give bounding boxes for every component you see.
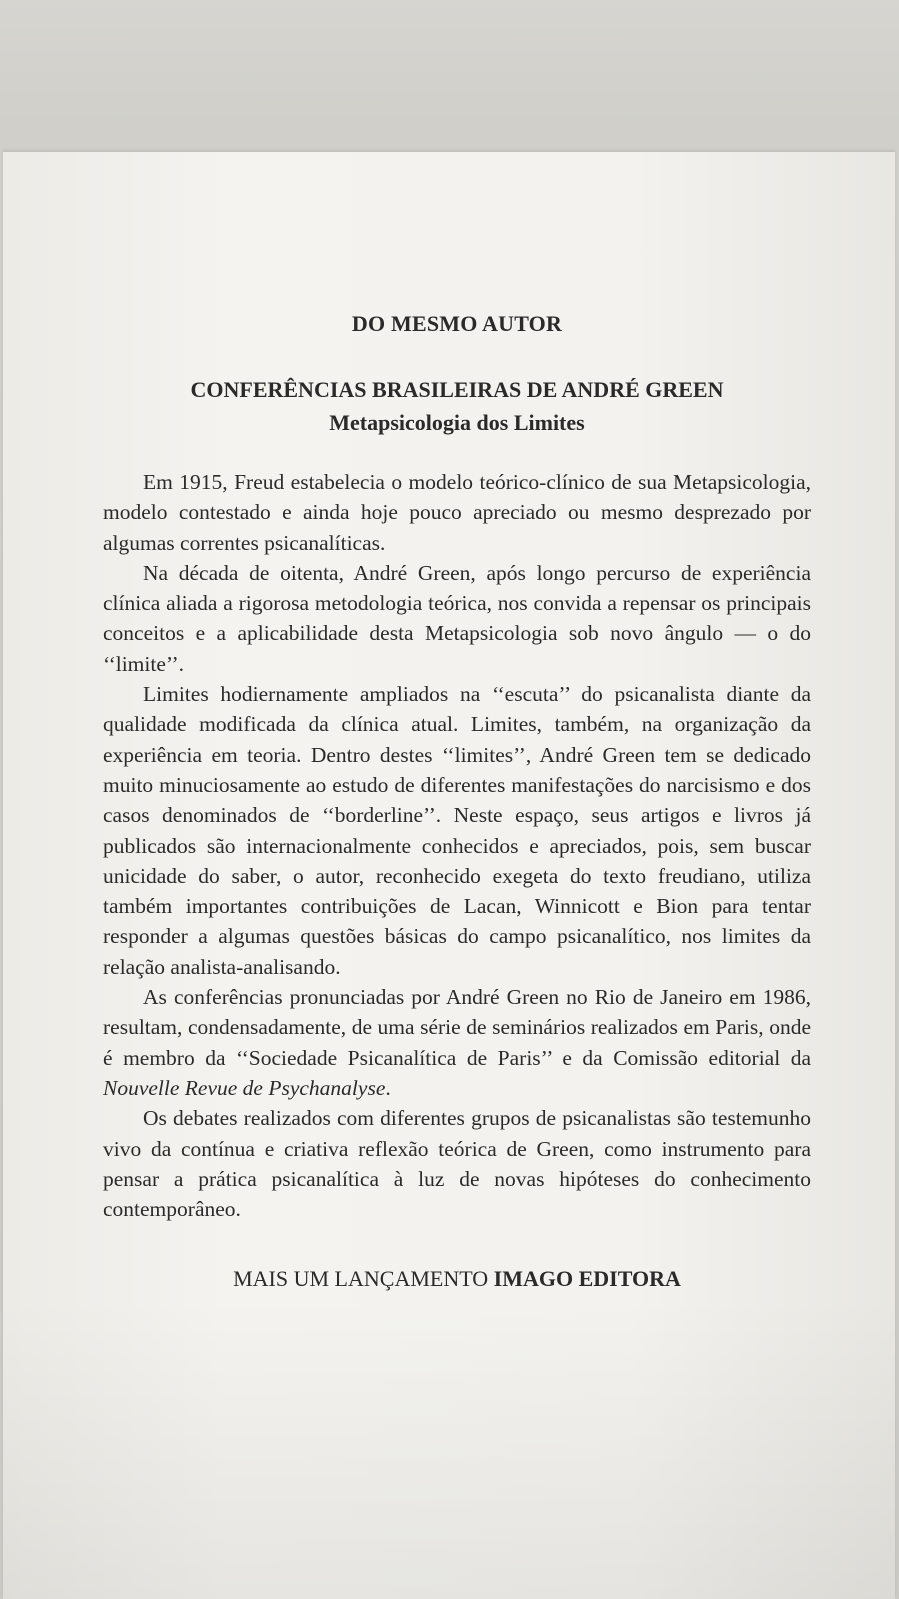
book-title: CONFERÊNCIAS BRASILEIRAS DE ANDRÉ GREEN (190, 377, 724, 402)
paragraph: Em 1915, Freud estabelecia o modelo teórico-clínico de sua Metapsicologia, modelo contestado e ainda hoje pouco apreciado ou mesmo desprezado por algumas correntes psicanalíticas. (103, 470, 811, 555)
paragraph-text: . (385, 1075, 391, 1100)
publisher-name: IMAGO EDITORA (493, 1266, 681, 1292)
paragraph: Na década de oitenta, André Green, após longo percurso de experiência clínica aliada a rigorosa metodologia teórica, nos convida a repensar os principais conceitos e a aplicabilidade desta Metapsicologia sob novo ângulo — o do ‘‘limite’’. (103, 560, 811, 676)
book-subtitle: Metapsicologia dos Limites (329, 410, 585, 435)
description-body (103, 467, 811, 1224)
paragraph: Limites hodiernamente ampliados na ‘‘escuta’’ do psicanalista diante da qualidade modificada da clínica atual. Limites, também, na organização da experiência em teoria. Dentro destes ‘‘limites’’, André Green tem se dedicado muito minuciosamente ao estudo de diferentes manifestações do narcisismo e dos casos denominados de ‘‘borderline’’. Neste espaço, seus artigos e livros já publicados são internacionalmente conhecidos e apreciados, pois, sem buscar unicidade do saber, o autor, reconhecido exegeta do texto freudiano, utiliza também importantes contribuições de Lacan, Winnicott e Bion para tentar responder a algumas questões básicas do campo psicanalítico, nos limites da relação analista-analisando. (103, 682, 811, 979)
heading: DO MESMO AUTOR (351, 311, 563, 336)
publisher-line (103, 1266, 811, 1292)
paragraph: Os debates realizados com diferentes grupos de psicanalistas são testemunho vivo da contínua e criativa reflexão teórica de Green, como instrumento para pensar a prática psicanalítica à luz de novas hipóteses do conhecimento contemporâneo. (103, 1106, 811, 1222)
publisher-prefix: MAIS UM LANÇAMENTO (233, 1266, 494, 1292)
paragraph (103, 982, 811, 1103)
journal-title: Nouvelle Revue de Psychanalyse (103, 1075, 386, 1100)
paragraph-text: As conferências pronunciadas por André Green no Rio de Janeiro em 1986, resultam, condensadamente, de uma série de seminários realizados em Paris, onde é membro da ‘‘Sociedade Psicanalítica de Paris’’ e da Comissão editorial da (103, 985, 811, 1070)
back-cover-text (103, 311, 811, 1292)
